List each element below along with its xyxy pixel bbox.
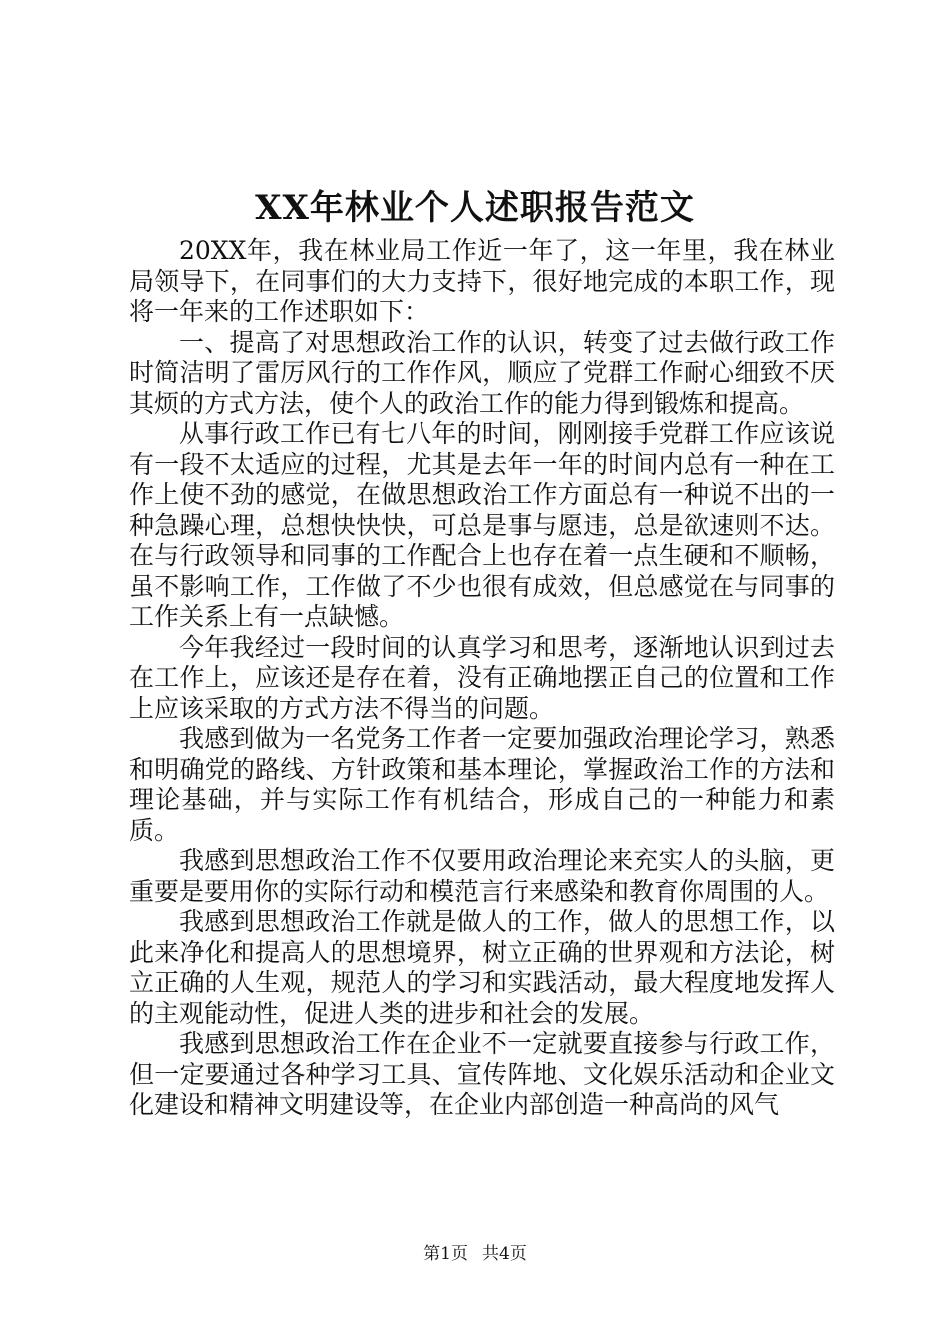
document-title: XX年林业个人述职报告范文 [255, 188, 695, 228]
paragraph-6: 我感到思想政治工作不仅要用政治理论来充实人的头脑，更重要是要用你的实际行动和模范言行来感染和教育你周围的人。 [129, 846, 835, 906]
paragraph-4: 今年我经过一段时间的认真学习和思考，逐渐地认识到过去在工作上，应该还是存在着，没有正确地摆正自己的位置和工作上应该采取的方式方法不得当的问题。 [129, 632, 835, 723]
paragraph-8: 我感到思想政治工作在企业不一定就要直接参与行政工作，但一定要通过各种学习工具、宣传阵地、文化娱乐活动和企业文化建设和精神文明建设等，在企业内部创造一种高尚的风气 [129, 1029, 835, 1119]
page-number: 第1页 [423, 1244, 468, 1264]
paragraph-3: 从事行政工作已有七八年的时间，刚刚接手党群工作应该说有一段不太适应的过程，尤其是去年一年的时间内总有一种在工作上使不劲的感觉，在做思想政治工作方面总有一种说不出的一种急躁心理，总想快快快，可总是事与愿违，总是欲速则不达。在与行政领导和同事的工作配合上也存在着一点生硬和不顺畅，虽不影响工作，工作做了不少也很有成效，但总感觉在与同事的工作关系上有一点缺憾。 [129, 419, 835, 631]
document-body [129, 236, 835, 1121]
paragraph-7: 我感到思想政治工作就是做人的工作，做人的思想工作，以此来净化和提高人的思想境界，树立正确的世界观和方法论，树立正确的人生观，规范人的学习和实践活动，最大程度地发挥人的主观能动性，促进人类的进步和社会的发展。 [129, 907, 835, 1028]
page-total: 共4页 [482, 1244, 527, 1264]
paragraph-1: 20XX年，我在林业局工作近一年了，这一年里，我在林业局领导下，在同事们的大力支持下，很好地完成的本职工作，现将一年来的工作述职如下： [129, 236, 835, 326]
page-footer [0, 1242, 950, 1266]
paragraph-2: 一、提高了对思想政治工作的认识，转变了过去做行政工作时简洁明了雷厉风行的工作作风，顺应了党群工作耐心细致不厌其烦的方式方法，使个人的政治工作的能力得到锻炼和提高。 [129, 327, 835, 418]
paragraph-5: 我感到做为一名党务工作者一定要加强政治理论学习，熟悉和明确党的路线、方针政策和基本理论，掌握政治工作的方法和理论基础，并与实际工作有机结合，形成自己的一种能力和素质。 [129, 724, 835, 845]
